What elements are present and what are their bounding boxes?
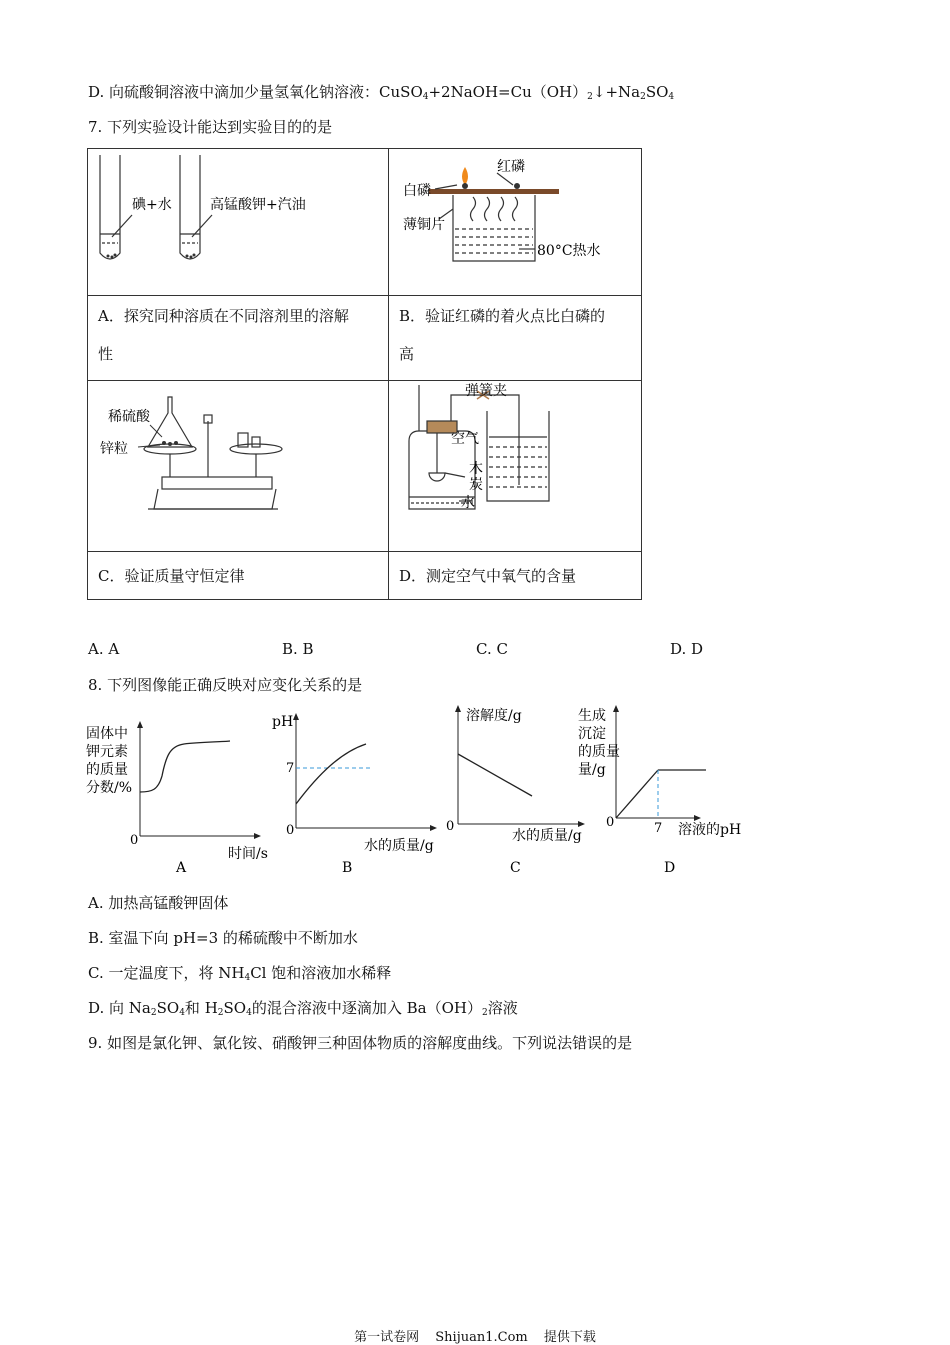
q6-option-d: D. 向硫酸铜溶液中滴加少量氢氧化钠溶液：$CuSO_4+2NaOH=Cu(OH)_2↓+Na_2SO_4$ — [88, 83, 675, 102]
balance-diagram — [88, 381, 388, 551]
q7-option-a[interactable]: A. A — [88, 640, 120, 658]
label-kmno4-gasoline: 高锰酸钾+汽油 — [210, 197, 306, 213]
q8-option-b[interactable]: B. 室温下向 pH=3 的稀硫酸中不断加水 — [88, 929, 358, 947]
page-footer — [0, 1326, 950, 1345]
q8-option-d[interactable]: D. 向 $Na_2SO_4$和 $H_2SO_4$的混合溶液中逐滴加入 $Ba(OH)_2$溶液 — [88, 999, 518, 1018]
svg-text:0: 0 — [286, 823, 295, 838]
q7-option-c[interactable]: C. C — [476, 640, 508, 658]
label-charcoal-2: 炭 — [469, 477, 483, 493]
graph-a — [86, 724, 268, 876]
cell-a-caption: A．探究同种溶质在不同溶剂里的溶解 性 — [87, 295, 389, 381]
footer-domain[interactable]: Shijuan1.Com — [435, 1330, 528, 1345]
svg-text:钾元素: 钾元素 — [86, 744, 128, 760]
svg-text:量/g: 量/g — [578, 762, 606, 778]
label-iodine-water: 碘+水 — [132, 197, 172, 213]
svg-text:的质量: 的质量 — [86, 762, 128, 778]
svg-text:固体中: 固体中 — [86, 726, 128, 742]
svg-text:的质量: 的质量 — [578, 744, 620, 760]
graph-a-curve — [140, 741, 230, 792]
svg-text:D: D — [664, 860, 676, 876]
q7-options — [88, 640, 788, 660]
cell-b-figure — [388, 148, 642, 296]
svg-text:pH: pH — [272, 714, 294, 730]
svg-text:0: 0 — [606, 815, 615, 830]
svg-text:B: B — [342, 860, 353, 876]
svg-text:水的质量/g: 水的质量/g — [364, 838, 434, 854]
svg-text:A: A — [176, 860, 187, 876]
cell-c-figure — [87, 380, 389, 552]
graph-c-line — [458, 754, 532, 796]
cell-b-caption: B．验证红磷的着火点比白磷的 高 — [388, 295, 642, 381]
q7-stem: 7. 下列实验设计能达到实验目的的是 — [88, 118, 333, 136]
q7-option-d[interactable]: D. D — [670, 640, 704, 658]
svg-text:溶液的pH: 溶液的pH — [678, 822, 742, 838]
graph-c — [446, 707, 582, 876]
label-dilute-sulfuric-acid: 稀硫酸 — [108, 409, 150, 425]
svg-text:生成: 生成 — [578, 708, 606, 724]
graph-d-rise — [616, 770, 658, 818]
svg-text:沉淀: 沉淀 — [578, 726, 606, 742]
q8-graphs — [80, 700, 760, 880]
svg-text:7: 7 — [286, 761, 295, 776]
cell-c-caption: C．验证质量守恒定律 — [87, 551, 389, 600]
cell-d-caption: D．测定空气中氧气的含量 — [388, 551, 642, 600]
q7-option-b[interactable]: B. B — [282, 640, 314, 658]
svg-text:7: 7 — [654, 821, 663, 836]
oxygen-content-diagram — [389, 381, 641, 551]
q7-experiment-table — [87, 148, 642, 600]
graph-b-curve — [296, 744, 366, 804]
q9-stem: 9. 如图是氯化钾、氯化铵、硝酸钾三种固体物质的溶解度曲线。下列说法错误的是 — [88, 1034, 633, 1052]
svg-text:分数/%: 分数/% — [86, 780, 133, 796]
svg-text:0: 0 — [130, 833, 139, 848]
graph-d — [578, 707, 741, 876]
footer-site: 第一试卷网 — [354, 1330, 420, 1345]
svg-text:时间/s: 时间/s — [228, 846, 268, 862]
label-charcoal-1: 木 — [469, 461, 483, 477]
label-air: 空气 — [451, 431, 479, 447]
svg-text:0: 0 — [446, 819, 455, 834]
svg-text:水的质量/g: 水的质量/g — [512, 828, 582, 844]
cell-d-figure — [388, 380, 642, 552]
q8-option-a[interactable]: A. 加热高锰酸钾固体 — [88, 894, 229, 912]
label-zinc-granules: 锌粒 — [100, 441, 128, 457]
label-red-phosphorus: 红磷 — [497, 159, 525, 175]
label-spring-clip: 弹簧夹 — [465, 383, 507, 399]
label-water: 水 — [461, 495, 475, 511]
graph-b — [272, 714, 434, 876]
label-copper-plate: 薄铜片 — [403, 217, 445, 233]
footer-action: 提供下载 — [543, 1330, 596, 1345]
svg-text:C: C — [510, 860, 521, 876]
q8-option-c[interactable]: C. 一定温度下，将 $NH_4Cl$ 饱和溶液加水稀释 — [88, 964, 392, 983]
test-tubes-diagram — [88, 149, 388, 295]
svg-text:溶解度/g: 溶解度/g — [466, 708, 522, 724]
label-white-phosphorus: 白磷 — [403, 183, 431, 199]
label-hot-water: 80°C热水 — [537, 243, 601, 259]
phosphorus-ignition-diagram — [389, 149, 641, 295]
cell-a-figure — [87, 148, 389, 296]
q8-stem: 8. 下列图像能正确反映对应变化关系的是 — [88, 676, 363, 694]
